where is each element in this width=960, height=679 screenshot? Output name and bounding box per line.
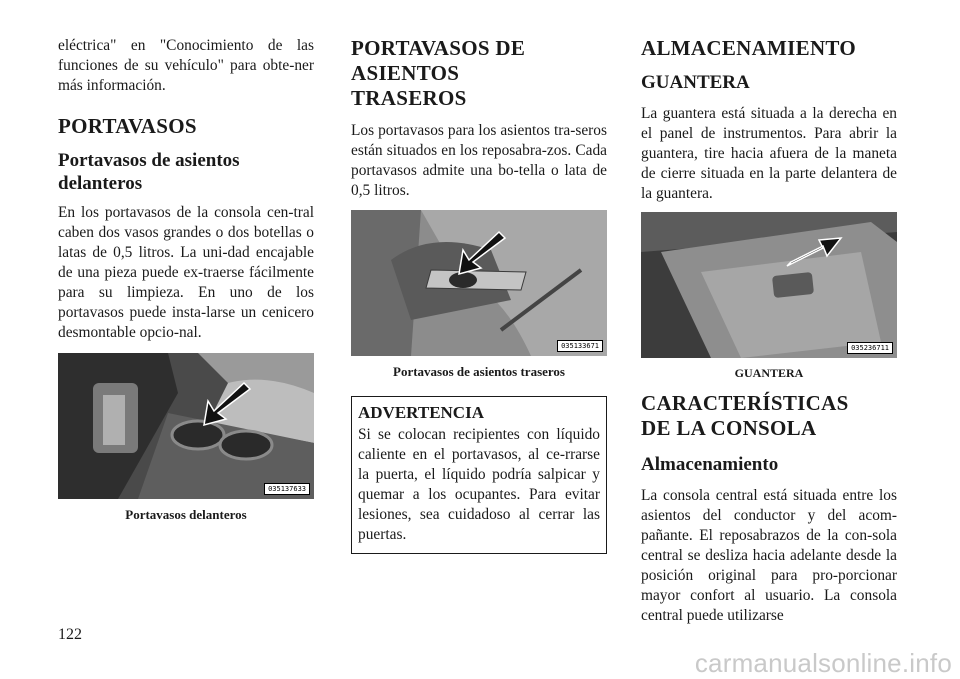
subheading-guantera: GUANTERA: [641, 72, 750, 93]
intro-text: eléctrica" en "Conocimiento de las funciones de su vehículo" para obte-ner más información.: [58, 37, 314, 94]
glovebox-photo: [641, 212, 897, 358]
column-left: [58, 36, 314, 523]
rear-cupholders-text: Los portavasos para los asientos tra-seros están situados en los reposabra-zos. Cada portavasos admite una bo-tella o lata de 0,5 litros.: [351, 122, 607, 199]
image-code: 035236711: [847, 342, 893, 354]
page-number: 122: [58, 626, 82, 643]
console-storage-text: La consola central está situada entre los asientos del conductor y del acom-pañante. El reposabrazos de la con-sola central se desliza hacia adelante desde la posición original para pro-porcionar mayor confort al usuario. La consola central puede utilizarse: [641, 487, 897, 624]
warning-title: ADVERTENCIA: [358, 403, 484, 422]
rear-cupholders-caption: Portavasos de asientos traseros: [393, 364, 565, 379]
glovebox-text: La guantera está situada a la derecha en el panel de instrumentos. Para abrir la guantera, tire hacia afuera de la maneta de cierre situada en la parte delantera de la guantera.: [641, 105, 897, 202]
section-heading-rear-cupholders: PORTAVASOS DE ASIENTOS TRASEROS: [351, 36, 526, 110]
front-cupholders-photo: [58, 353, 314, 499]
section-heading-almacenamiento: ALMACENAMIENTO: [641, 36, 856, 60]
section-heading-portavasos: PORTAVASOS: [58, 114, 197, 138]
subheading-front-cupholders: Portavasos de asientos delanteros: [58, 150, 240, 194]
column-middle: [351, 36, 607, 554]
glovebox-caption: GUANTERA: [734, 366, 804, 380]
subheading-storage: Almacenamiento: [641, 454, 779, 475]
image-code: 035133671: [557, 340, 603, 352]
watermark: carmanualsonline.info: [694, 648, 952, 678]
rear-cupholders-photo: [351, 210, 607, 356]
front-cupholders-text: En los portavasos de la consola cen-tral caben dos vasos grandes o dos botellas o latas de 0,5 litros. La uni-dad encajable de una pieza puede ex-traerse fácilmente para su limpieza. En uno de los portavasos puede insta-larse un cenicero desmontable opcio-nal.: [58, 204, 314, 341]
front-cupholders-caption: Portavasos delanteros: [125, 507, 247, 522]
column-right: [641, 36, 897, 626]
image-code: 035137633: [264, 483, 310, 495]
warning-box: [351, 396, 607, 554]
section-heading-console: CARACTERÍSTICAS DE LA CONSOLA: [641, 391, 849, 440]
warning-text: Si se colocan recipientes con líquido caliente en el portavasos, al ce-rrarse la puerta, el líquido podría salpicar y quemar a los ocupantes. Para evitar lesiones, sea cuidadoso al cerrar las puertas.: [358, 426, 600, 543]
